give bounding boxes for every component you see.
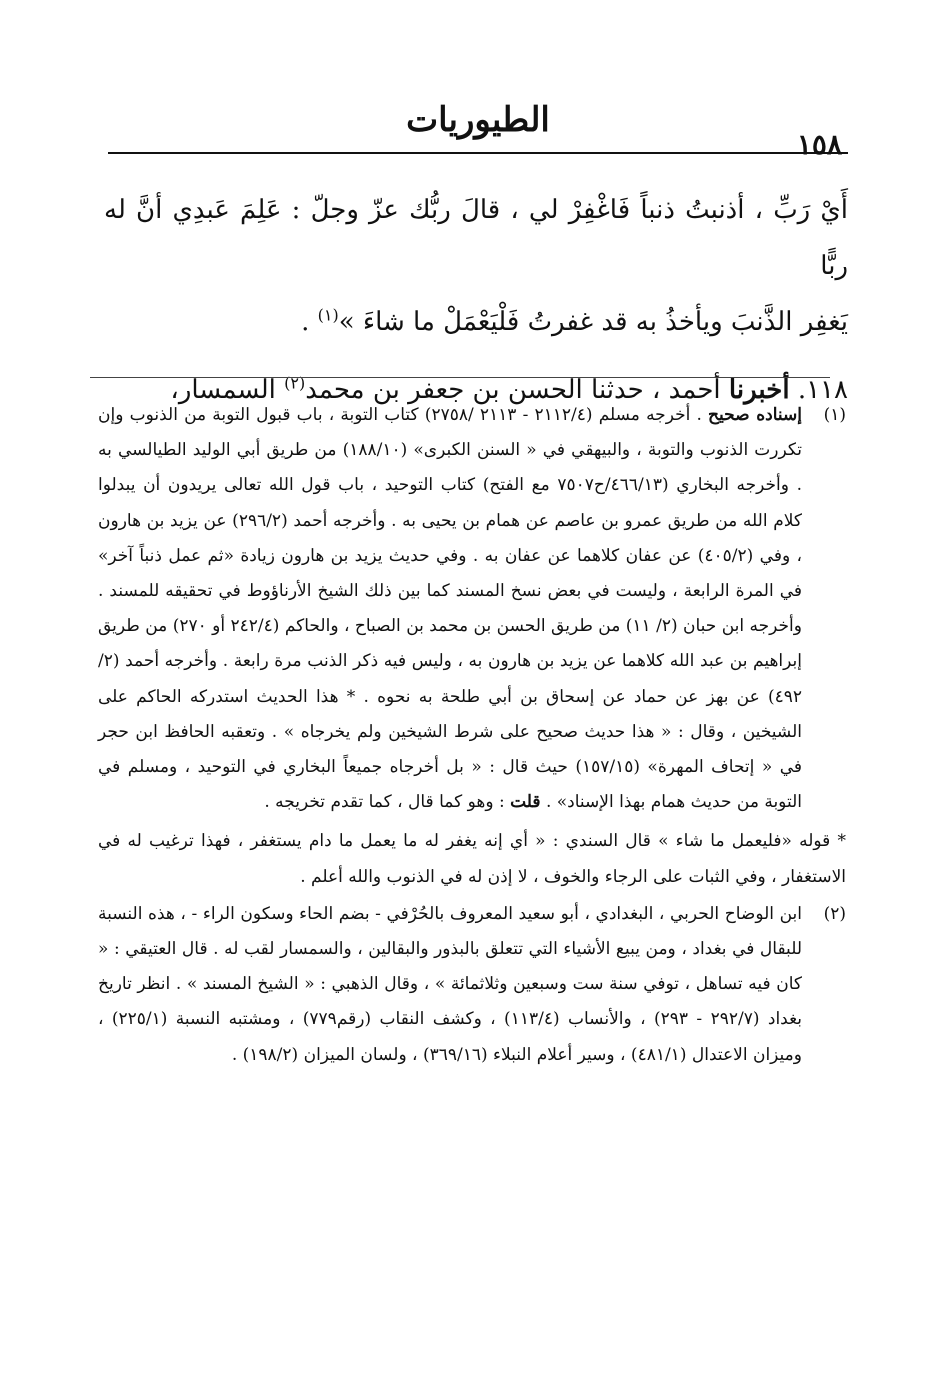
page-header (108, 92, 848, 161)
footnote-1-number: (١) (823, 405, 846, 425)
footnote-2 (98, 897, 846, 1073)
main-line-1: أَيْ رَبِّ ، أذنبتُ ذنباً فَاغْفِرْ لي ، قالَ ربُّك عزّ وجلّ : عَلِمَ عَبدِي أنَّ له ربًّا (104, 195, 848, 281)
book-title: الطيوريات (406, 100, 550, 140)
footnote-1-note: * قوله «فليعمل ما شاء » قال السندي : « أي إنه يغفر له ما يعمل ما دام يستغفر ، فهذا ترغيب له في الاستغفار ، وفي الثبات على الرجاء والخوف ، لا إذن له في الذنوب والله أعلم . (98, 831, 846, 887)
main-line-2-text: يَغفِر الذَّنبَ ويأخذُ به قد غفرتُ فَلْيَعْمَلْ ما شاءَ » (338, 307, 848, 337)
entry-end: السمسار، (170, 375, 285, 405)
footnote-1 (98, 398, 846, 820)
main-line-2 (104, 294, 848, 350)
footnotes (98, 398, 846, 1073)
entry-number: ١١٨. (797, 375, 848, 405)
footnote-separator (90, 377, 830, 378)
footnote-ref-2: (٢) (284, 373, 306, 393)
footnote-2-text: ابن الوضاح الحربي ، البغدادي ، أبو سعيد المعروف بالحُرْفي - بضم الحاء وسكون الراء - ، هذه النسبة للبقال في بغداد ، ومن يبيع الأشياء التي تتعلق بالبذور والبقالين ، والسمسار لقب له . قال العتيقي : « كان فيه تساهل ، توفي سنة ست وسبعين وثلاثمائة » ، وقال الذهبي : « الشيخ المسند » . انظر تاريخ بغداد (٢٩٢/٧ - ٢٩٣) ، والأنساب (١١٣/٤) ، وكشف النقاب (رقم٧٧٩) ، ومشتبه النسبة (٢٢٥/١) ، وميزان الاعتدال (٤٨١/١) ، وسير أعلام النبلاء (٣٦٩/١٦) ، ولسان الميزان (١٩٨/٢) . (98, 903, 803, 1065)
footnote-1-tail: : وهو كما قال ، كما تقدم تخريجه . (264, 792, 505, 813)
footnote-1-head: إسناده صحيح (708, 405, 802, 425)
footnote-1-text: . أخرجه مسلم (٢١١٢/٤ - ٢١١٣ /٢٧٥٨) كتاب التوبة ، باب قبول التوبة من الذنوب وإن تكررت الذنوب والتوبة ، والبيهقي في « السنن الكبرى» (١٨٨/١٠) من طريق أبي الوليد الطيالسي به . وأخرجه البخاري (٤٦٦/١٣/ح٧٥٠٧ مع الفتح) كتاب التوحيد ، باب قول الله تعالى يريدون أن يبدلوا كلام الله من طريق عمرو بن عاصم عن همام بن يحيى به . وأخرجه أحمد (٢٩٦/٢) عن يزيد بن هارون ، وفي (٤٠٥/٢) عن عفان كلاهما عن عفان به . وفي حديث يزيد بن هارون زيادة «ثم عمل ذنباً آخر» في المرة الرابعة ، وليست في بعض نسخ المسند كما بين ذلك الشيخ الأرناؤوط في تحقيقه للمسند . وأخرجه ابن حبان (٢/ ١١) من طريق الحسن بن محمد بن الصباح ، والحاكم (٢٤٢/٤ أو ٢٧٠) من طريق إبراهيم بن عبد الله كلاهما عن يزيد بن هارون به ، وليس فيه ذكر الذنب مرة رابعة . وأخرجه أحمد (٢/ ٤٩٢) عن بهز عن حماد عن إسحاق بن أبي طلحة به نحوه . * هذا الحديث استدركه الحاكم على الشيخين ، وقال : « هذا حديث صحيح على شرط الشيخين ولم يخرجاه » . وتعقبه الحافظ ابن حجر في « إتحاف المهرة» (١٥٧/١٥) حيث قال : « بل أخرجاه جميعاً البخاري في التوحيد ، ومسلم في التوبة من حديث همام بهذا الإسناد» . (98, 405, 802, 813)
page-number: ١٥٨ (796, 128, 842, 161)
entry-head: أخبرنا (728, 375, 790, 405)
main-line-2-end: . (301, 307, 318, 337)
main-text (104, 182, 848, 418)
footnote-2-number: (٢) (823, 903, 846, 924)
footnote-1-qult: قلت (510, 792, 541, 813)
footnote-ref-1: (١) (317, 305, 339, 325)
header-rule (108, 152, 848, 154)
entry-text: أحمد ، حدثنا الحسن بن جعفر بن محمد (305, 375, 721, 405)
